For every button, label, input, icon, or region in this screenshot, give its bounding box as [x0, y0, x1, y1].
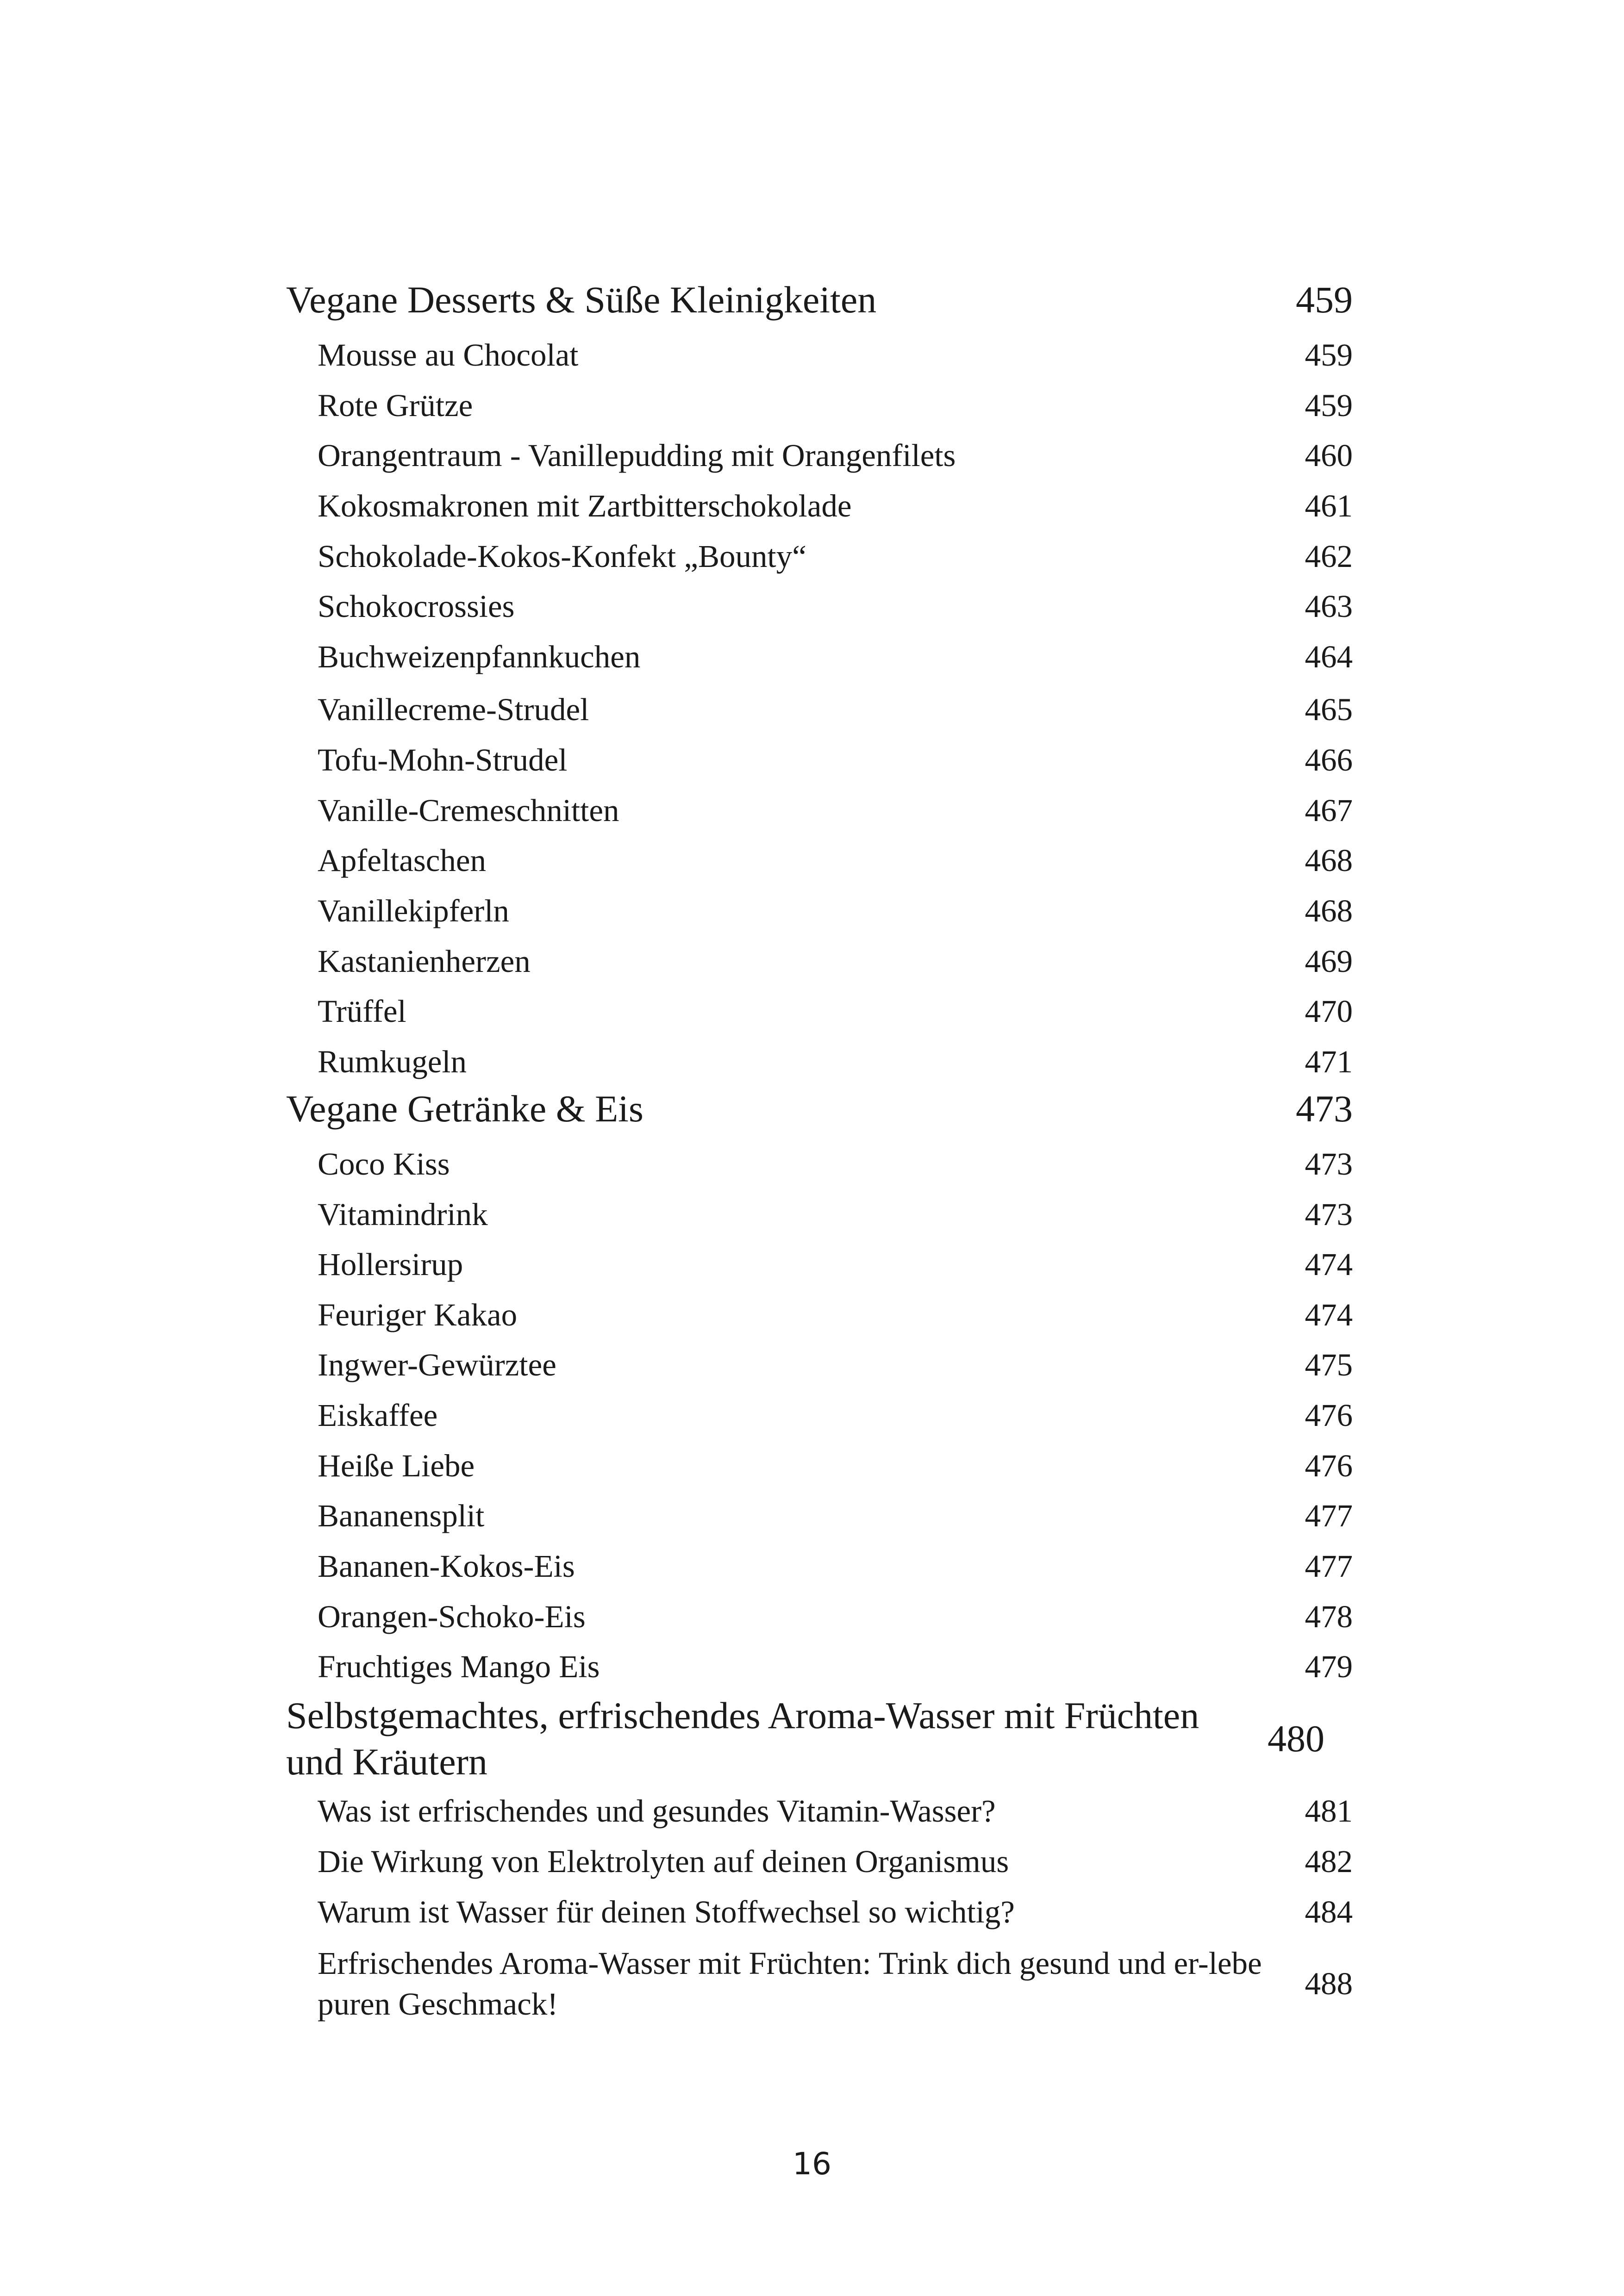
toc-entry-page: 481 — [1305, 1793, 1353, 1829]
toc-entry[interactable] — [286, 1041, 1353, 1082]
toc-entry-title: Rote Grütze — [318, 388, 473, 423]
toc-entry[interactable] — [286, 1395, 1353, 1436]
toc-entry-page: 474 — [1305, 1297, 1353, 1332]
toc-entry[interactable] — [286, 1596, 1353, 1637]
toc-entry-title: Orangen-Schoko-Eis — [318, 1599, 586, 1634]
toc-section-title: Vegane Getränke & Eis — [286, 1088, 643, 1130]
page-number: 16 — [793, 2146, 831, 2182]
toc-entry-title: Die Wirkung von Elektrolyten auf deinen Organismus — [318, 1844, 1009, 1879]
toc-entry-page: 466 — [1305, 742, 1353, 778]
toc-entry[interactable] — [286, 689, 1353, 730]
toc-entry-page: 470 — [1305, 994, 1353, 1029]
toc-entry-page: 461 — [1305, 488, 1353, 523]
toc-entry-page: 477 — [1305, 1549, 1353, 1584]
toc-section-heading[interactable] — [286, 274, 1353, 325]
toc-entry[interactable] — [286, 385, 1353, 426]
toc-entry-page: 464 — [1305, 639, 1353, 674]
toc-entry[interactable] — [286, 1892, 1353, 1932]
toc-entry-page: 468 — [1305, 843, 1353, 878]
toc-entry-page: 474 — [1305, 1247, 1353, 1282]
toc-entry[interactable] — [286, 991, 1353, 1032]
toc-entry[interactable] — [286, 941, 1353, 982]
toc-entry-title: Warum ist Wasser für deinen Stoffwechsel so wichtig? — [318, 1894, 1015, 1929]
toc-entry[interactable] — [286, 335, 1353, 375]
toc-entry-title: Mousse au Chocolat — [318, 337, 579, 373]
toc-entry[interactable] — [286, 1646, 1353, 1687]
toc-entry-title: Buchweizenpfannkuchen — [318, 639, 641, 674]
toc-entry[interactable] — [286, 890, 1353, 931]
toc-entry-page: 473 — [1305, 1146, 1353, 1182]
toc-entry-page: 477 — [1305, 1498, 1353, 1533]
toc-section-page: 473 — [1296, 1088, 1353, 1130]
toc-entry-title: Trüffel — [318, 994, 406, 1029]
toc-section-title: Selbstgemachtes, erfrischendes Aroma-Wasser mit Früchten und Kräutern — [286, 1694, 1199, 1783]
toc-section-page: 480 — [1268, 1717, 1324, 1760]
toc-entry[interactable] — [286, 1294, 1353, 1335]
toc-entry[interactable] — [286, 1791, 1353, 1831]
toc-entry[interactable] — [286, 1495, 1353, 1536]
toc-entry-page: 468 — [1305, 893, 1353, 928]
toc-entry-page: 476 — [1305, 1448, 1353, 1483]
toc-entry[interactable] — [286, 636, 1353, 677]
toc-entry-title: Apfeltaschen — [318, 843, 487, 878]
toc-section-heading[interactable] — [286, 1083, 1353, 1134]
toc-entry-title: Orangentraum - Vanillepudding mit Orangenfilets — [318, 438, 956, 473]
toc-entry[interactable] — [286, 1344, 1353, 1385]
toc-entry-page: 488 — [1305, 1966, 1353, 2001]
toc-entry-title: Vanille-Cremeschnitten — [318, 793, 619, 828]
toc-section-heading[interactable] — [286, 1692, 1353, 1785]
toc-entry-page: 459 — [1305, 388, 1353, 423]
toc-entry[interactable] — [286, 1546, 1353, 1587]
toc-entry-page: 471 — [1305, 1044, 1353, 1079]
toc-entry[interactable] — [286, 1144, 1353, 1184]
toc-entry-title: Kastanienherzen — [318, 944, 531, 979]
toc-entry-title: Erfrischendes Aroma-Wasser mit Früchten: Trink dich gesund und er-lebe puren Geschmack! — [318, 1946, 1262, 2022]
toc-entry[interactable] — [286, 536, 1353, 577]
toc-entry-title: Vitamindrink — [318, 1197, 488, 1232]
toc-entry-page: 476 — [1305, 1398, 1353, 1433]
toc-entry-page: 465 — [1305, 692, 1353, 727]
toc-entry-page: 469 — [1305, 944, 1353, 979]
toc-entry-title: Coco Kiss — [318, 1146, 450, 1182]
toc-entry-title: Heiße Liebe — [318, 1448, 475, 1483]
toc-entry-page: 462 — [1305, 539, 1353, 574]
toc-entry[interactable] — [286, 435, 1353, 476]
toc-entry-page: 479 — [1305, 1649, 1353, 1684]
toc-entry[interactable] — [286, 1445, 1353, 1486]
toc-entry-title: Vanillecreme-Strudel — [318, 692, 589, 727]
toc-entry[interactable] — [286, 840, 1353, 881]
toc-entry[interactable] — [286, 1194, 1353, 1235]
toc-entry-title: Feuriger Kakao — [318, 1297, 518, 1332]
toc-section-title: Vegane Desserts & Süße Kleinigkeiten — [286, 279, 877, 321]
toc-entry[interactable] — [286, 1841, 1353, 1882]
toc-entry-title: Fruchtiges Mango Eis — [318, 1649, 600, 1684]
toc-entry[interactable] — [286, 790, 1353, 831]
toc-entry-title: Vanillekipferln — [318, 893, 509, 928]
toc-entry-page: 473 — [1305, 1197, 1353, 1232]
toc-entry-title: Ingwer-Gewürztee — [318, 1347, 556, 1382]
toc-entry-title: Rumkugeln — [318, 1044, 467, 1079]
toc-section-page: 459 — [1296, 279, 1353, 321]
toc-entry[interactable] — [286, 586, 1353, 627]
toc-entry-title: Bananen-Kokos-Eis — [318, 1549, 575, 1584]
toc-entry-title: Schokocrossies — [318, 589, 515, 624]
toc-entry[interactable] — [286, 1244, 1353, 1285]
toc-entry-page: 467 — [1305, 793, 1353, 828]
toc-entry-title: Kokosmakronen mit Zartbitterschokolade — [318, 488, 852, 523]
toc-entry[interactable] — [286, 740, 1353, 780]
toc-entry-title: Schokolade-Kokos-Konfekt „Bounty“ — [318, 539, 806, 574]
toc-entry-page: 460 — [1305, 438, 1353, 473]
toc-entry-page: 482 — [1305, 1844, 1353, 1879]
toc-entry-title: Hollersirup — [318, 1247, 463, 1282]
toc-entry-page: 478 — [1305, 1599, 1353, 1634]
toc-entry-title: Eiskaffee — [318, 1398, 438, 1433]
toc-entry-title: Tofu-Mohn-Strudel — [318, 742, 568, 778]
toc-entry-page: 484 — [1305, 1894, 1353, 1929]
toc-entry-title: Bananensplit — [318, 1498, 485, 1533]
toc-entry-page: 475 — [1305, 1347, 1353, 1382]
toc-entry-page: 459 — [1305, 337, 1353, 373]
toc-entry-title: Was ist erfrischendes und gesundes Vitamin-Wasser? — [318, 1793, 996, 1829]
toc-entry-page: 463 — [1305, 589, 1353, 624]
toc-entry[interactable] — [286, 1942, 1353, 2025]
toc-entry[interactable] — [286, 485, 1353, 526]
